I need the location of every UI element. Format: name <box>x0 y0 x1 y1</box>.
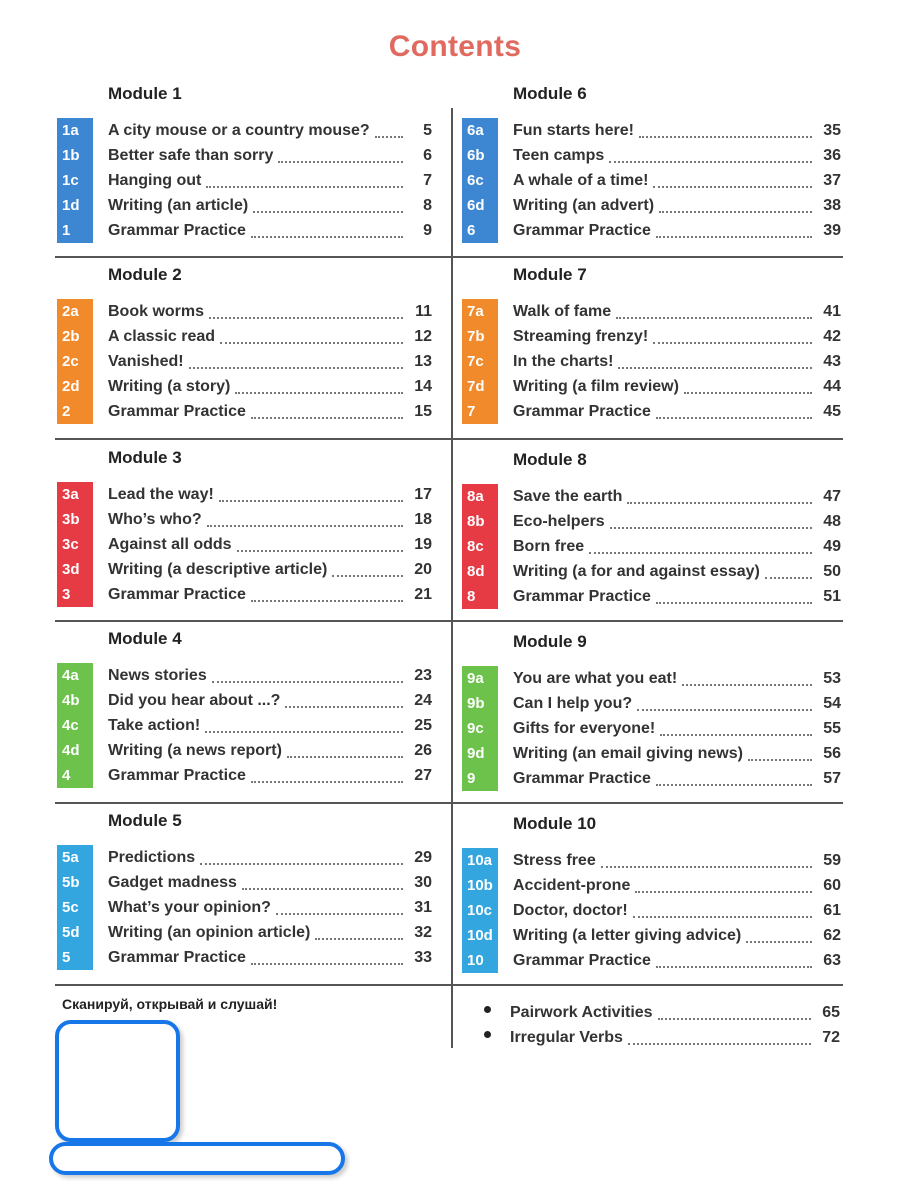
contents-row[interactable] <box>57 945 449 970</box>
lesson-code-badge: 5c <box>57 895 93 920</box>
contents-row[interactable] <box>57 920 449 945</box>
page-number: 5 <box>423 121 432 139</box>
page-number: 39 <box>823 221 841 239</box>
contents-row[interactable] <box>462 168 854 193</box>
lesson-code-badge: 8c <box>462 534 498 559</box>
lesson-title: Doctor, doctor! <box>513 901 628 919</box>
lesson-code-badge: 7a <box>462 299 498 324</box>
leader-dots <box>242 876 403 890</box>
lesson-code-badge: 2c <box>57 349 93 374</box>
contents-row[interactable] <box>462 666 854 691</box>
scan-caption: Сканируй, открывай и слушай! <box>62 996 278 1012</box>
leader-dots <box>235 380 403 394</box>
leader-dots <box>616 305 812 319</box>
contents-row[interactable] <box>462 399 854 424</box>
lesson-title: Gifts for everyone! <box>513 719 656 737</box>
lesson-code-badge: 1a <box>57 118 93 143</box>
leader-dots <box>315 926 403 940</box>
leader-dots <box>287 744 403 758</box>
lesson-title: Against all odds <box>108 535 232 553</box>
contents-row[interactable] <box>57 845 449 870</box>
bullet-icon <box>484 1031 491 1038</box>
lesson-code-badge: 6d <box>462 193 498 218</box>
lesson-title: Gadget madness <box>108 873 237 891</box>
contents-row[interactable] <box>462 766 854 791</box>
leader-dots <box>610 515 812 529</box>
lesson-code-badge: 4b <box>57 688 93 713</box>
page-number: 62 <box>823 926 841 944</box>
page-number: 9 <box>423 221 432 239</box>
lesson-title: Take action! <box>108 716 201 734</box>
contents-row[interactable] <box>462 374 854 399</box>
lesson-code-badge: 10 <box>462 948 498 973</box>
lesson-code-badge: 7d <box>462 374 498 399</box>
contents-row[interactable] <box>57 663 449 688</box>
leader-dots <box>589 540 812 554</box>
page-number: 51 <box>823 587 841 605</box>
lesson-code-badge: 8a <box>462 484 498 509</box>
lesson-code-badge: 5d <box>57 920 93 945</box>
page-number: 49 <box>823 537 841 555</box>
page-number: 13 <box>414 352 432 370</box>
lesson-code-badge: 8d <box>462 559 498 584</box>
contents-row[interactable] <box>57 532 449 557</box>
leader-dots <box>627 490 812 504</box>
leader-dots <box>253 199 403 213</box>
lesson-title: A whale of a time! <box>513 171 649 189</box>
lesson-title: Grammar Practice <box>513 221 651 239</box>
page-number: 27 <box>414 766 432 784</box>
module-block <box>57 811 449 976</box>
page-number: 31 <box>414 898 432 916</box>
leader-dots <box>628 1031 811 1045</box>
lesson-title: Teen camps <box>513 146 605 164</box>
leader-dots <box>251 588 403 602</box>
module-divider <box>55 984 843 986</box>
bullet-icon <box>484 1006 491 1013</box>
contents-row[interactable] <box>462 143 854 168</box>
page-number: 50 <box>823 562 841 580</box>
lesson-code-badge: 6b <box>462 143 498 168</box>
lesson-title: Writing (an opinion article) <box>108 923 311 941</box>
leader-dots <box>656 590 812 604</box>
contents-row[interactable] <box>57 557 449 582</box>
contents-row[interactable] <box>57 482 449 507</box>
lesson-title: Born free <box>513 537 585 555</box>
extra-title: Pairwork Activities <box>510 1003 653 1021</box>
leader-dots <box>189 355 403 369</box>
page-number: 25 <box>414 716 432 734</box>
lesson-title: Writing (an advert) <box>513 196 655 214</box>
leader-dots <box>639 124 812 138</box>
page-number: 23 <box>414 666 432 684</box>
leader-dots <box>251 769 403 783</box>
lesson-title: Grammar Practice <box>513 951 651 969</box>
contents-row[interactable] <box>57 349 449 374</box>
page-number: 38 <box>823 196 841 214</box>
module-title: Module 7 <box>513 265 587 284</box>
page-number: 8 <box>423 196 432 214</box>
lesson-title: Predictions <box>108 848 196 866</box>
lesson-title: A classic read <box>108 327 216 345</box>
contents-row[interactable] <box>462 193 854 218</box>
module-title: Module 5 <box>108 811 182 830</box>
lesson-title: Grammar Practice <box>108 585 246 603</box>
contents-row[interactable] <box>462 691 854 716</box>
page-number: 45 <box>823 402 841 420</box>
leader-dots <box>200 851 403 865</box>
contents-row[interactable] <box>462 509 854 534</box>
contents-row[interactable] <box>57 399 449 424</box>
lesson-title: Writing (a letter giving advice) <box>513 926 742 944</box>
leader-dots <box>207 513 403 527</box>
lesson-title: News stories <box>108 666 207 684</box>
page-number: 33 <box>414 948 432 966</box>
lesson-code-badge: 7 <box>462 399 498 424</box>
page-number: 14 <box>414 377 432 395</box>
lesson-title: Walk of fame <box>513 302 612 320</box>
leader-dots <box>656 405 812 419</box>
page-number: 37 <box>823 171 841 189</box>
page-number: 30 <box>414 873 432 891</box>
page-number: 63 <box>823 951 841 969</box>
leader-dots <box>220 330 403 344</box>
extra-item[interactable] <box>462 1025 854 1050</box>
lesson-code-badge: 1b <box>57 143 93 168</box>
lesson-code-badge: 6 <box>462 218 498 243</box>
qr-code-frame[interactable] <box>55 1020 180 1142</box>
lesson-code-badge: 7c <box>462 349 498 374</box>
lesson-title: Grammar Practice <box>513 769 651 787</box>
lesson-code-badge: 2a <box>57 299 93 324</box>
lesson-title: Save the earth <box>513 487 623 505</box>
contents-row[interactable] <box>57 582 449 607</box>
leader-dots <box>656 772 812 786</box>
lesson-title: Stress free <box>513 851 596 869</box>
page-number: 55 <box>823 719 841 737</box>
lesson-title: Vanished! <box>108 352 184 370</box>
module-block <box>57 265 449 430</box>
module-block <box>462 814 854 979</box>
module-block <box>462 265 854 430</box>
lesson-code-badge: 6a <box>462 118 498 143</box>
lesson-title: Writing (an article) <box>108 196 249 214</box>
lesson-code-badge: 5b <box>57 870 93 895</box>
page-number: 17 <box>414 485 432 503</box>
leader-dots <box>601 854 812 868</box>
contents-row[interactable] <box>462 299 854 324</box>
module-block <box>57 84 449 249</box>
leader-dots <box>633 904 812 918</box>
lesson-code-badge: 1 <box>57 218 93 243</box>
contents-row[interactable] <box>462 118 854 143</box>
leader-dots <box>251 405 403 419</box>
page-number: 43 <box>823 352 841 370</box>
lesson-code-badge: 4d <box>57 738 93 763</box>
contents-row[interactable] <box>462 559 854 584</box>
leader-dots <box>656 954 812 968</box>
module-title: Module 6 <box>513 84 587 103</box>
lesson-code-badge: 4 <box>57 763 93 788</box>
contents-row[interactable] <box>57 118 449 143</box>
leader-dots <box>212 669 403 683</box>
page-title: Contents <box>388 30 522 63</box>
contents-row[interactable] <box>57 193 449 218</box>
lesson-title: Grammar Practice <box>108 948 246 966</box>
leader-dots <box>205 719 403 733</box>
page-number: 15 <box>414 402 432 420</box>
leader-dots <box>660 722 812 736</box>
leader-dots <box>237 538 403 552</box>
contents-row[interactable] <box>57 713 449 738</box>
lesson-code-badge: 3 <box>57 582 93 607</box>
lesson-code-badge: 5 <box>57 945 93 970</box>
lesson-code-badge: 3d <box>57 557 93 582</box>
lesson-title: Lead the way! <box>108 485 214 503</box>
leader-dots <box>653 174 812 188</box>
contents-row[interactable] <box>57 895 449 920</box>
lesson-title: Accident-prone <box>513 876 631 894</box>
lesson-title: Writing (a descriptive article) <box>108 560 328 578</box>
lesson-title: What’s your opinion? <box>108 898 271 916</box>
page-number: 48 <box>823 512 841 530</box>
page-number: 7 <box>423 171 432 189</box>
contents-row[interactable] <box>57 168 449 193</box>
lesson-title: A city mouse or a country mouse? <box>108 121 370 139</box>
lesson-title: Grammar Practice <box>108 402 246 420</box>
page-number: 19 <box>414 535 432 553</box>
lesson-title: Better safe than sorry <box>108 146 274 164</box>
module-title: Module 10 <box>513 814 597 833</box>
module-title: Module 4 <box>108 629 182 648</box>
contents-row[interactable] <box>57 218 449 243</box>
lesson-code-badge: 7b <box>462 324 498 349</box>
lesson-code-badge: 2d <box>57 374 93 399</box>
page-number: 60 <box>823 876 841 894</box>
contents-row[interactable] <box>57 299 449 324</box>
leader-dots <box>635 879 812 893</box>
leader-dots <box>278 149 403 163</box>
leader-dots <box>375 124 403 138</box>
page-number: 36 <box>823 146 841 164</box>
extra-title: Irregular Verbs <box>510 1028 623 1046</box>
lesson-title: In the charts! <box>513 352 614 370</box>
extra-item[interactable] <box>462 1000 854 1025</box>
lesson-title: Book worms <box>108 302 205 320</box>
lesson-title: Grammar Practice <box>108 766 246 784</box>
leader-dots <box>219 488 403 502</box>
module-divider <box>55 802 843 804</box>
page-number: 44 <box>823 377 841 395</box>
leader-dots <box>209 305 403 319</box>
lesson-code-badge: 3b <box>57 507 93 532</box>
contents-row[interactable] <box>462 716 854 741</box>
lesson-code-badge: 10a <box>462 848 498 873</box>
lesson-title: Writing (a for and against essay) <box>513 562 760 580</box>
leader-dots <box>285 694 403 708</box>
lesson-code-badge: 1d <box>57 193 93 218</box>
leader-dots <box>684 380 812 394</box>
page-number: 32 <box>414 923 432 941</box>
lesson-code-badge: 10b <box>462 873 498 898</box>
leader-dots <box>746 929 812 943</box>
contents-row[interactable] <box>57 143 449 168</box>
page-number: 42 <box>823 327 841 345</box>
module-title: Module 1 <box>108 84 182 103</box>
page-number: 26 <box>414 741 432 759</box>
contents-row[interactable] <box>57 870 449 895</box>
lesson-code-badge: 9c <box>462 716 498 741</box>
page-number: 18 <box>414 510 432 528</box>
contents-row[interactable] <box>462 923 854 948</box>
page-number: 29 <box>414 848 432 866</box>
lesson-title: Grammar Practice <box>513 402 651 420</box>
leader-dots <box>765 565 812 579</box>
contents-row[interactable] <box>462 741 854 766</box>
page-number: 21 <box>414 585 432 603</box>
contents-row[interactable] <box>57 374 449 399</box>
lesson-title: Can I help you? <box>513 694 633 712</box>
module-block <box>57 448 449 613</box>
lesson-title: Did you hear about ...? <box>108 691 281 709</box>
lesson-title: Who’s who? <box>108 510 202 528</box>
module-title: Module 2 <box>108 265 182 284</box>
leader-dots <box>276 901 403 915</box>
module-block <box>462 450 854 615</box>
leader-dots <box>332 563 403 577</box>
page-number: 6 <box>423 146 432 164</box>
lesson-code-badge: 9b <box>462 691 498 716</box>
page-number: 53 <box>823 669 841 687</box>
contents-row[interactable] <box>57 763 449 788</box>
contents-row[interactable] <box>462 848 854 873</box>
contents-row[interactable] <box>462 584 854 609</box>
module-block <box>57 629 449 794</box>
lesson-title: Grammar Practice <box>513 587 651 605</box>
lesson-title: Fun starts here! <box>513 121 634 139</box>
page-number: 41 <box>823 302 841 320</box>
page-number: 57 <box>823 769 841 787</box>
lesson-title: You are what you eat! <box>513 669 678 687</box>
page-number: 12 <box>414 327 432 345</box>
page-number: 54 <box>823 694 841 712</box>
audio-link-field[interactable] <box>49 1142 345 1175</box>
contents-row[interactable] <box>462 898 854 923</box>
page-number: 56 <box>823 744 841 762</box>
page-number: 20 <box>414 560 432 578</box>
module-title: Module 3 <box>108 448 182 467</box>
lesson-code-badge: 8 <box>462 584 498 609</box>
module-divider <box>55 438 843 440</box>
leader-dots <box>609 149 812 163</box>
lesson-title: Eco-helpers <box>513 512 605 530</box>
lesson-title: Hanging out <box>108 171 202 189</box>
leader-dots <box>748 747 812 761</box>
contents-row[interactable] <box>57 738 449 763</box>
page-number: 24 <box>414 691 432 709</box>
lesson-code-badge: 2b <box>57 324 93 349</box>
contents-row[interactable] <box>462 948 854 973</box>
lesson-code-badge: 8b <box>462 509 498 534</box>
lesson-code-badge: 9d <box>462 741 498 766</box>
leader-dots <box>251 951 403 965</box>
module-block <box>462 632 854 797</box>
contents-row[interactable] <box>462 324 854 349</box>
lesson-title: Writing (a news report) <box>108 741 282 759</box>
lesson-code-badge: 3c <box>57 532 93 557</box>
contents-row[interactable] <box>57 688 449 713</box>
module-divider <box>55 620 843 622</box>
lesson-code-badge: 10c <box>462 898 498 923</box>
lesson-code-badge: 2 <box>57 399 93 424</box>
leader-dots <box>659 199 812 213</box>
lesson-code-badge: 9 <box>462 766 498 791</box>
module-block <box>462 84 854 249</box>
lesson-code-badge: 6c <box>462 168 498 193</box>
lesson-title: Writing (an email giving news) <box>513 744 743 762</box>
page-number: 35 <box>823 121 841 139</box>
lesson-title: Writing (a film review) <box>513 377 679 395</box>
module-title: Module 9 <box>513 632 587 651</box>
lesson-code-badge: 1c <box>57 168 93 193</box>
page-number: 59 <box>823 851 841 869</box>
leader-dots <box>618 355 812 369</box>
leader-dots <box>653 330 812 344</box>
leader-dots <box>251 224 403 238</box>
page-number: 47 <box>823 487 841 505</box>
lesson-title: Writing (a story) <box>108 377 231 395</box>
lesson-title: Streaming frenzy! <box>513 327 649 345</box>
lesson-code-badge: 4a <box>57 663 93 688</box>
module-divider <box>55 256 843 258</box>
lesson-code-badge: 5a <box>57 845 93 870</box>
contents-row[interactable] <box>462 484 854 509</box>
contents-row[interactable] <box>57 324 449 349</box>
column-divider <box>451 108 453 1048</box>
leader-dots <box>682 672 812 686</box>
lesson-code-badge: 3a <box>57 482 93 507</box>
contents-row[interactable] <box>462 534 854 559</box>
leader-dots <box>637 697 812 711</box>
leader-dots <box>658 1006 811 1020</box>
page-number: 11 <box>415 302 432 320</box>
leader-dots <box>656 224 812 238</box>
contents-row[interactable] <box>57 507 449 532</box>
page-number: 72 <box>822 1028 840 1046</box>
page-number: 65 <box>822 1003 840 1021</box>
contents-row[interactable] <box>462 349 854 374</box>
lesson-code-badge: 4c <box>57 713 93 738</box>
module-title: Module 8 <box>513 450 587 469</box>
contents-row[interactable] <box>462 218 854 243</box>
lesson-code-badge: 9a <box>462 666 498 691</box>
contents-row[interactable] <box>462 873 854 898</box>
lesson-title: Grammar Practice <box>108 221 246 239</box>
page-number: 61 <box>823 901 841 919</box>
lesson-code-badge: 10d <box>462 923 498 948</box>
leader-dots <box>206 174 403 188</box>
